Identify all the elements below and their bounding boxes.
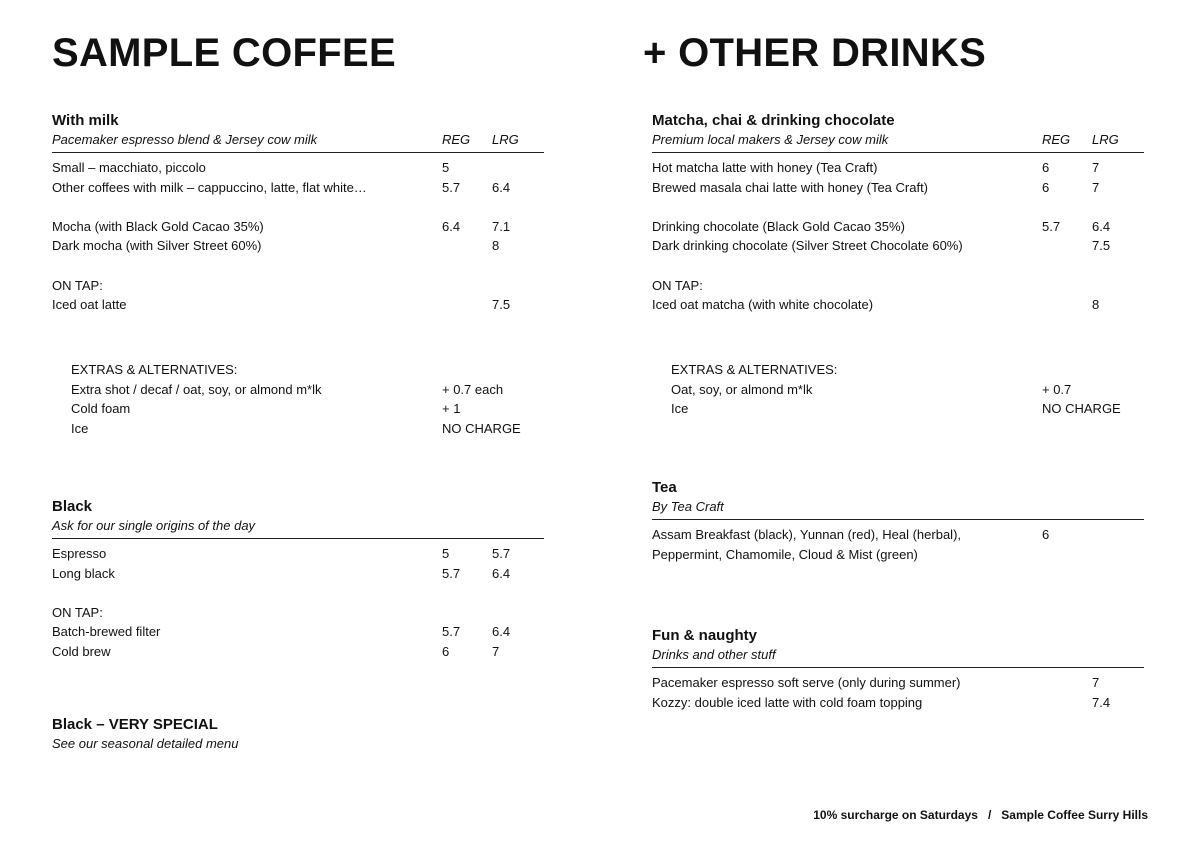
item-price-lrg: 7 <box>1092 160 1100 175</box>
section-header <box>652 645 1144 668</box>
item-name: Assam Breakfast (black), Yunnan (red), Heal (herbal), <box>652 527 962 542</box>
item-price-reg: 6 <box>442 643 450 659</box>
with-milk-section <box>52 112 544 315</box>
section-title: Fun & naughty <box>652 627 757 644</box>
item-price-lrg: 6.4 <box>1092 218 1111 234</box>
menu-rows <box>652 153 1144 315</box>
row-spacer <box>52 256 544 276</box>
item-price-reg: 5.7 <box>442 179 461 195</box>
menu-item <box>52 603 544 623</box>
row-spacer <box>652 256 1144 276</box>
item-name: Dark mocha (with Silver Street 60%) <box>52 238 262 254</box>
matcha-section <box>652 112 1144 315</box>
item-price-lrg: 5.7 <box>492 546 511 561</box>
tea-section <box>652 479 1144 564</box>
extras-item <box>71 419 544 439</box>
right-page-title: + OTHER DRINKS <box>643 31 987 75</box>
extras-name: Ice <box>71 420 89 436</box>
item-price-reg: 6 <box>1042 179 1050 195</box>
menu-item <box>52 276 544 296</box>
item-price-lrg: 7 <box>492 643 500 659</box>
item-name: Cold brew <box>52 643 111 659</box>
item-name: Batch-brewed filter <box>52 624 161 640</box>
section-subtitle: See our seasonal detailed menu <box>52 736 239 751</box>
extras-name: Extra shot / decaf / oat, soy, or almond m*lk <box>71 381 322 397</box>
very-special-section <box>52 716 544 754</box>
item-price-lrg: 6.4 <box>492 624 511 640</box>
extras-item <box>671 399 1144 419</box>
menu-item <box>652 236 1144 256</box>
section-title: Black <box>52 498 93 515</box>
item-price-lrg: 8 <box>492 238 500 254</box>
extras-price: NO CHARGE <box>442 420 521 436</box>
item-price-reg: 5.7 <box>442 565 461 581</box>
menu-item <box>652 673 1144 693</box>
item-price-reg: 5 <box>442 160 450 175</box>
fun-section <box>652 627 1144 712</box>
item-name: ON TAP: <box>52 277 103 293</box>
lrg-column-header: LRG <box>1092 132 1119 147</box>
section-subtitle: Ask for our single origins of the day <box>52 518 256 533</box>
item-name: Mocha (with Black Gold Cacao 35%) <box>52 218 264 234</box>
extras-name: EXTRAS & ALTERNATIVES: <box>71 362 238 377</box>
menu-item <box>52 158 544 178</box>
matcha-extras <box>671 360 1144 419</box>
item-price-reg: 5.7 <box>442 624 461 640</box>
extras-price: + 0.7 <box>1042 381 1072 397</box>
menu-item <box>52 642 544 662</box>
reg-column-header: REG <box>1042 132 1071 147</box>
item-price-lrg: 7.1 <box>492 218 511 234</box>
row-spacer <box>52 197 544 217</box>
section-header <box>52 130 544 153</box>
menu-item <box>652 525 1144 545</box>
item-price-lrg: 7.5 <box>1092 238 1111 254</box>
item-name: Pacemaker espresso soft serve (only during summer) <box>652 675 961 690</box>
item-price-lrg: 6.4 <box>492 179 511 195</box>
item-name: Hot matcha latte with honey (Tea Craft) <box>652 160 878 175</box>
section-header <box>652 130 1144 153</box>
extras-name: Cold foam <box>71 401 131 417</box>
item-price-lrg: 7 <box>1092 179 1100 195</box>
item-name: Other coffees with milk – cappuccino, latte, flat white… <box>52 179 367 195</box>
menu-rows <box>52 539 544 662</box>
section-title: With milk <box>52 112 119 129</box>
menu-item <box>52 217 544 237</box>
section-header <box>52 516 544 539</box>
lrg-column-header: LRG <box>492 132 519 147</box>
row-spacer <box>52 583 544 603</box>
with-milk-extras <box>71 360 544 438</box>
section-subtitle: Premium local makers & Jersey cow milk <box>652 132 889 147</box>
menu-item <box>652 178 1144 198</box>
extras-price: + 1 <box>442 401 461 417</box>
menu-item <box>652 217 1144 237</box>
item-name: ON TAP: <box>652 277 703 293</box>
menu-item <box>652 295 1144 315</box>
item-name: ON TAP: <box>52 604 103 620</box>
item-name: Iced oat latte <box>52 297 127 313</box>
extras-heading <box>671 360 1144 380</box>
menu-item <box>52 178 544 198</box>
menu-item <box>652 545 1144 565</box>
item-price-lrg: 7 <box>1092 675 1100 690</box>
menu-rows <box>52 153 544 315</box>
row-spacer <box>652 197 1144 217</box>
extras-rows <box>671 360 1144 419</box>
item-price-reg: 5 <box>442 546 450 561</box>
item-price-lrg: 7.5 <box>492 297 511 313</box>
extras-name: Oat, soy, or almond m*lk <box>671 381 813 397</box>
section-subtitle: Pacemaker espresso blend & Jersey cow milk <box>52 132 318 147</box>
item-name: Espresso <box>52 546 107 561</box>
item-price-lrg: 8 <box>1092 297 1100 313</box>
menu-item <box>52 236 544 256</box>
item-name: Dark drinking chocolate (Silver Street Chocolate 60%) <box>652 238 963 254</box>
item-price-reg: 6 <box>1042 160 1050 175</box>
item-name: Kozzy: double iced latte with cold foam topping <box>652 694 923 710</box>
menu-item <box>652 158 1144 178</box>
item-name: Peppermint, Chamomile, Cloud & Mist (green) <box>652 546 918 562</box>
menu-item <box>52 622 544 642</box>
section-title: Tea <box>652 479 677 496</box>
item-name: Drinking chocolate (Black Gold Cacao 35%) <box>652 218 905 234</box>
black-section <box>52 498 544 662</box>
extras-item <box>671 380 1144 400</box>
menu-item <box>52 544 544 564</box>
extras-item <box>71 399 544 419</box>
menu-rows <box>652 520 1144 564</box>
extras-item <box>71 380 544 400</box>
extras-name: EXTRAS & ALTERNATIVES: <box>671 362 838 377</box>
left-page-title: SAMPLE COFFEE <box>52 31 396 75</box>
item-name: Small – macchiato, piccolo <box>52 160 206 175</box>
section-header <box>652 497 1144 520</box>
reg-column-header: REG <box>442 132 471 147</box>
item-price-reg: 6.4 <box>442 218 461 234</box>
extras-heading <box>71 360 544 380</box>
section-title: Black – VERY SPECIAL <box>52 716 218 733</box>
extras-price: + 0.7 each <box>442 381 504 397</box>
item-price-reg: 6 <box>1042 527 1050 542</box>
menu-item <box>652 276 1144 296</box>
extras-rows <box>71 360 544 438</box>
menu-item <box>52 295 544 315</box>
item-price-lrg: 6.4 <box>492 565 511 581</box>
item-price-lrg: 7.4 <box>1092 694 1111 710</box>
menu-item <box>52 564 544 584</box>
item-name: Iced oat matcha (with white chocolate) <box>652 297 874 313</box>
item-name: Brewed masala chai latte with honey (Tea Craft) <box>652 179 929 195</box>
item-name: Long black <box>52 565 115 581</box>
menu-rows <box>652 668 1144 712</box>
item-price-reg: 5.7 <box>1042 218 1061 234</box>
footer-note: 10% surcharge on Saturdays / Sample Coffee Surry Hills <box>813 808 1148 822</box>
extras-price: NO CHARGE <box>1042 401 1121 417</box>
section-title: Matcha, chai & drinking chocolate <box>652 112 895 129</box>
extras-name: Ice <box>671 401 689 417</box>
section-subtitle: By Tea Craft <box>652 499 724 514</box>
menu-item <box>652 693 1144 713</box>
section-subtitle: Drinks and other stuff <box>652 647 776 662</box>
